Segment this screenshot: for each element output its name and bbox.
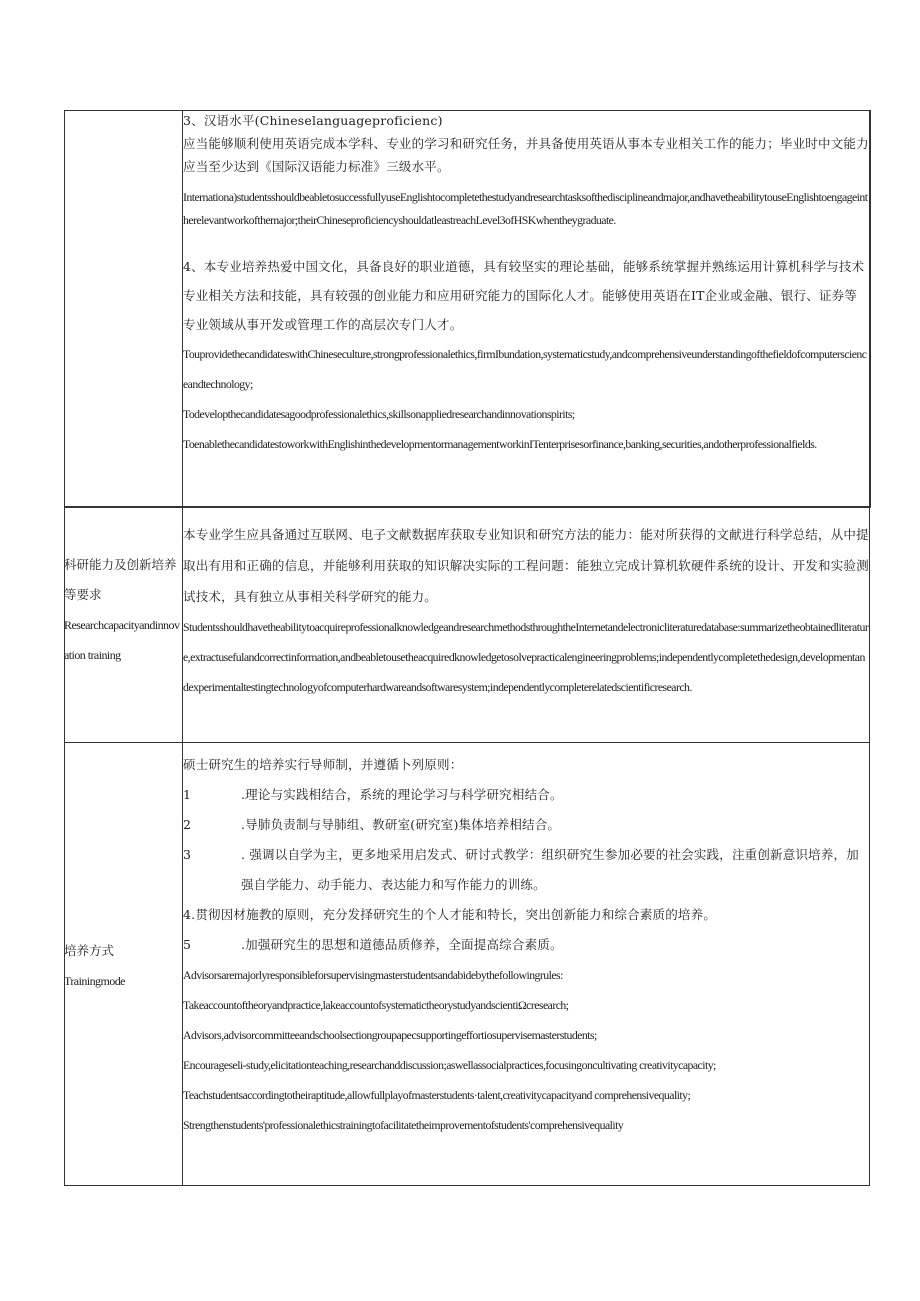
training-line-en: Encourageseli-study,elicitationteaching,researchanddiscussion;aswellassocialpractices,focusingoncultivating creativitycapacity;	[183, 1058, 716, 1072]
training-items-en	[183, 960, 869, 1140]
training-item-zh	[183, 810, 869, 840]
training-line-en: Advisorsaremajorlyresponsibleforsupervisingmasterstudentsandabidebythefollowingrules:	[183, 968, 563, 982]
training-line-en: Strengthenstudents'professionalethicstrainingtofacilitatetheimprovementofstudents'comprehensivequality	[183, 1118, 624, 1132]
training-line-en: Advisors,advisorcommitteeandschoolsectiongroupaресsupportingeffortiosupervisemasterstudents;	[183, 1028, 597, 1042]
research-body-en: StudentsshouldhavetheabilitytoacquireprofessionalknowledgeandresearchmethodsthroughtheInternetandelectronicliteraturedatabase:summarizetheobtainedliterature,extractusefulandcorrectinformation,andbeabletousetheacquiredknowledgetosolvepracticalengineeringproblems;independentlycompletethedesign,developmentandexperimentaltestingtechnologyofcomputerhardwareandsoftwaresystem;independentlycompleterelatedscientificresearch.	[183, 620, 869, 694]
chinese-level-heading: 3、汉语水平(Chineselanguageproficienc)	[183, 113, 443, 128]
goal-en-3: ToenablethecandidatestoworkwithEnglishinthedevelopmentormanagementworkinITenterprisesorfinance,banking,securities,andotherprofessionalfields.	[183, 437, 817, 451]
training-item-zh	[183, 930, 869, 960]
training-item-number: 5	[183, 937, 192, 952]
chinese-level-zh: 应当能够顺利使用英语完成本学科、专业的学习和研究任务，并具备使用英语从事本专业相关工作的能力；毕业时中文能力应当至少达到《国际汉语能力标准》三级水平。	[183, 136, 869, 174]
training-item-zh	[183, 780, 869, 810]
research-label-zh: 科研能力及创新培养等要求	[64, 557, 177, 602]
goal-zh: 4、本专业培养热爱中国文化，具备良好的职业道德，具有较坚实的理论基础，能够系统掌握并熟练运用计算机科学与技术专业相关方法和技能，具有较强的创业能力和应用研究能力的国际化人才。能够使用英语在IT企业或金融、银行、证券等专业领域从事开发或管理工作的高层次专门人才。	[183, 259, 865, 332]
training-label-en: Trainingmode	[64, 974, 125, 988]
training-item-number: 1	[183, 787, 192, 802]
row3-label	[64, 936, 181, 996]
training-item-text: .导肺负责制与导肺组、教研室(研究室)集体培养相结合。	[241, 817, 561, 832]
goal-en-1: TouprovidethecandidateswithChineseculture,strongprofessionalethics,firmIbundation,systematicstudy,andcomprehensiveunderstandingofthefieldofcomputerscienceandtechnology;	[183, 347, 867, 391]
training-item-text: .加强研究生的思想和道德品质修养，全面提高综合素质。	[241, 937, 563, 952]
goal-en-2: Todevelopthecandidatesagoodprofessionalethics,skillsonappliedresearchandinnovationspirits;	[183, 407, 575, 421]
row2-label	[64, 550, 181, 670]
training-item-number: 2	[183, 817, 192, 832]
training-line-en: Takeaccountoftheoryandpractice,lakeaccountofsystematictheorystudyandscientiΩcresearch;	[183, 998, 569, 1012]
chinese-level-en: Internationa)studentsshouldbeabletosuccessfullyuseEnglishtocompletethestudyandresearchtasksofthedisciplineandmajor,andhavetheabilitytouseEnglishtoengageintherelevantworkofthemajor;theirChineseproficiencyshouldatleastreachLevel3ofHSKwhentheygraduate.	[183, 190, 868, 227]
training-items-zh	[183, 780, 869, 960]
training-label-zh: 培养方式	[64, 943, 115, 958]
training-item-number: 3	[183, 847, 192, 862]
training-item-text: .理论与实践相结合，系统的理论学习与科学研究相结合。	[241, 787, 563, 802]
training-line-en: Teachstudentsaccordingtotheiraptitude,allowfullplayofmasterstudents·talent,creativitycapacityand comprehensivequality;	[183, 1088, 691, 1102]
training-item-zh	[183, 900, 869, 930]
research-body-zh: 本专业学生应具备通过互联网、电子文献数据库获取专业知识和研究方法的能力：能对所获得的文献进行科学总结，从中提取出有用和正确的信息，并能够利用获取的知识解决实际的工程问题：能独立完成计算机软硬件系统的设计、开发和实验测试技术，具有独立从事相关科学研究的能力。	[183, 527, 869, 604]
training-item-text: . 强调以自学为主，更多地采用启发式、研讨式教学：组织研究生参加必要的社会实践，注重创新意识培养，加强自学能力、动手能力、表达能力和写作能力的训练。	[241, 847, 859, 892]
training-item-zh	[183, 840, 869, 900]
research-label-en: Researchcapacityandinnovation training	[64, 618, 180, 662]
training-intro-zh: 硕士研究生的培养实行导师制，并遵循卜列原则：	[183, 757, 463, 772]
training-item-text: 4.贯彻因材施教的原则，充分发择研究生的个人才能和特长，突出创新能力和综合素质的培养。	[183, 907, 717, 922]
row1-frame	[64, 110, 870, 507]
row1-divider	[182, 110, 183, 507]
row2-content	[183, 519, 869, 702]
row3-content	[183, 750, 869, 1184]
